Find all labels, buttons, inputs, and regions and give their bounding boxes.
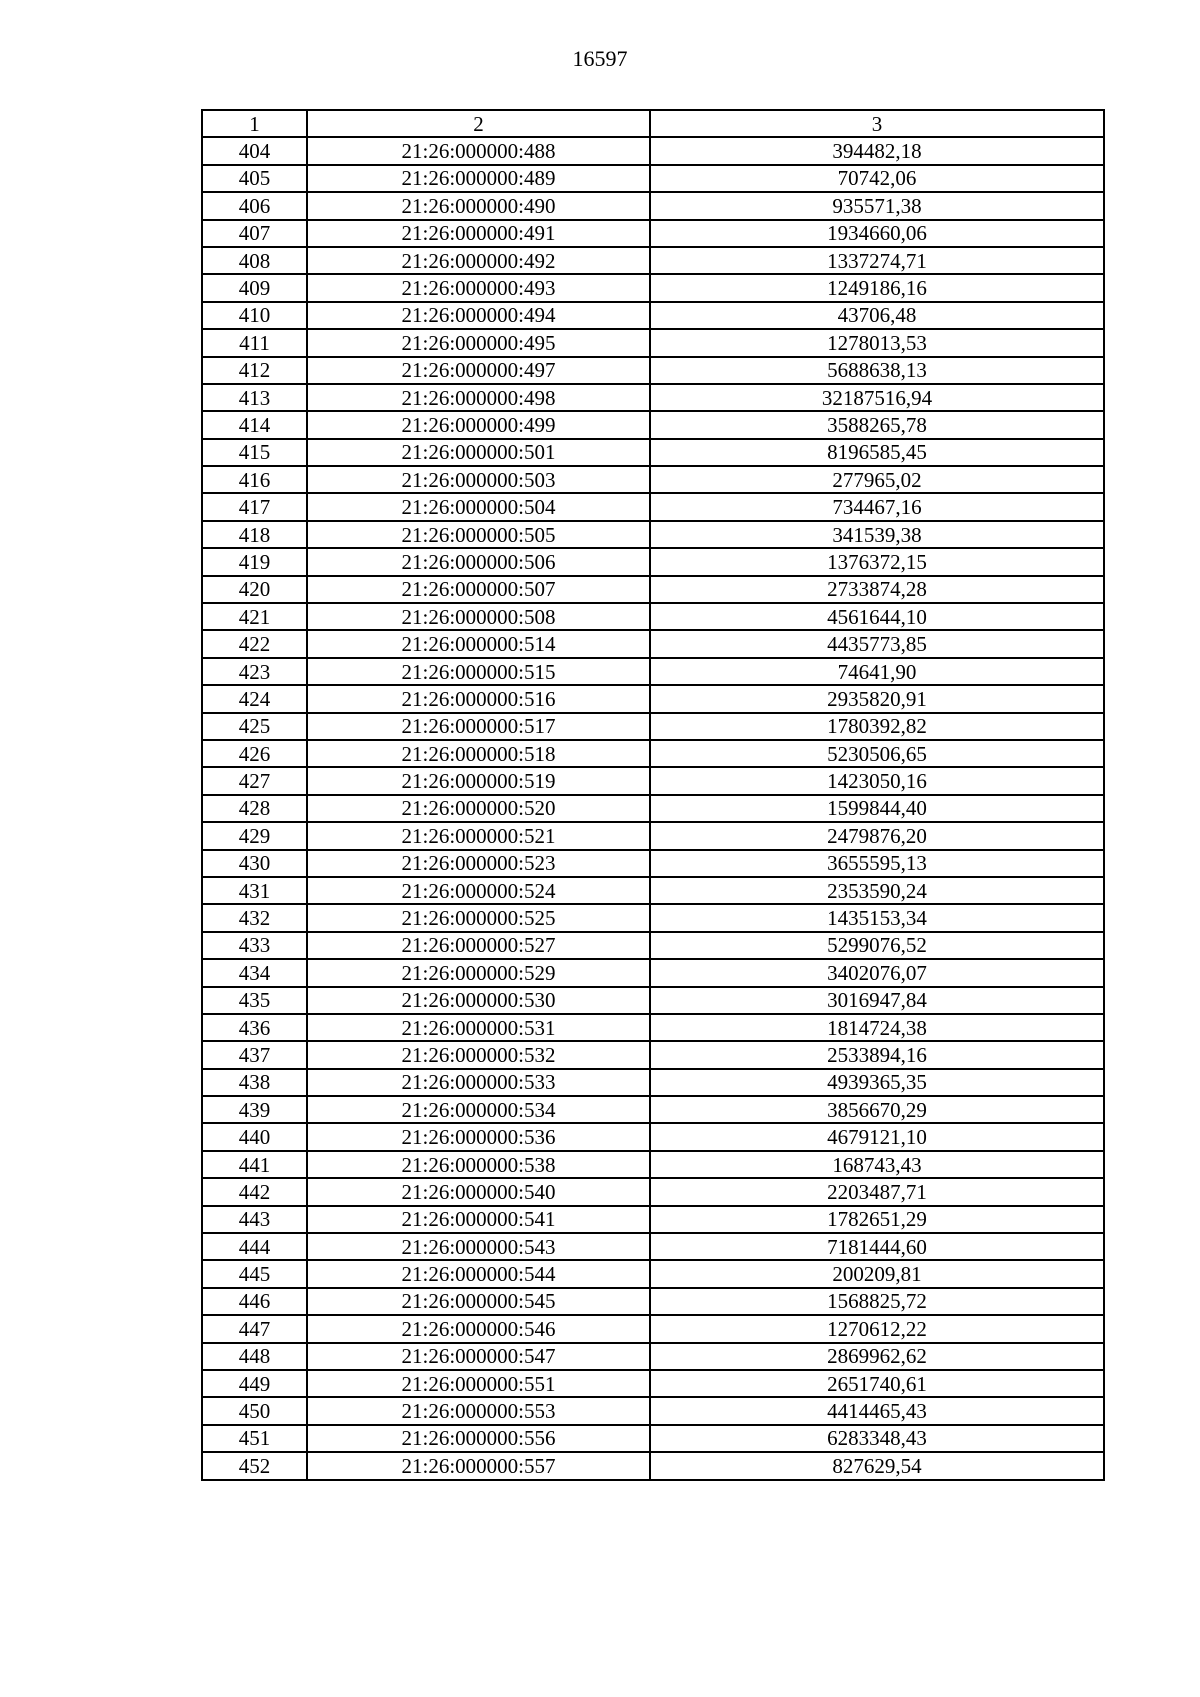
cadastral-number-cell: 21:26:000000:515: [307, 658, 650, 685]
value-cell: 827629,54: [650, 1452, 1104, 1479]
row-number-cell: 448: [202, 1343, 307, 1370]
row-number-cell: 429: [202, 822, 307, 849]
value-cell: 6283348,43: [650, 1425, 1104, 1452]
cadastral-number-cell: 21:26:000000:498: [307, 384, 650, 411]
header-cell-1: 1: [202, 110, 307, 137]
row-number-cell: 444: [202, 1233, 307, 1260]
row-number-cell: 437: [202, 1041, 307, 1068]
value-cell: 3856670,29: [650, 1096, 1104, 1123]
value-cell: 8196585,45: [650, 439, 1104, 466]
table-row: [202, 987, 1104, 1014]
value-cell: 74641,90: [650, 658, 1104, 685]
table-row: [202, 192, 1104, 219]
cadastral-number-cell: 21:26:000000:520: [307, 795, 650, 822]
value-cell: 1780392,82: [650, 713, 1104, 740]
table-row: [202, 302, 1104, 329]
row-number-cell: 418: [202, 521, 307, 548]
table-row: [202, 576, 1104, 603]
table-row: [202, 439, 1104, 466]
table-row: [202, 685, 1104, 712]
value-cell: 3588265,78: [650, 411, 1104, 438]
cadastral-number-cell: 21:26:000000:503: [307, 466, 650, 493]
cadastral-number-cell: 21:26:000000:521: [307, 822, 650, 849]
value-cell: 200209,81: [650, 1260, 1104, 1287]
cadastral-number-cell: 21:26:000000:495: [307, 329, 650, 356]
table-row: [202, 493, 1104, 520]
cadastral-number-cell: 21:26:000000:516: [307, 685, 650, 712]
value-cell: 3016947,84: [650, 987, 1104, 1014]
row-number-cell: 422: [202, 630, 307, 657]
table-row: [202, 1452, 1104, 1479]
row-number-cell: 445: [202, 1260, 307, 1287]
row-number-cell: 416: [202, 466, 307, 493]
cadastral-number-cell: 21:26:000000:543: [307, 1233, 650, 1260]
data-table: [201, 109, 1105, 1481]
cadastral-number-cell: 21:26:000000:556: [307, 1425, 650, 1452]
value-cell: 2733874,28: [650, 576, 1104, 603]
cadastral-number-cell: 21:26:000000:514: [307, 630, 650, 657]
cadastral-number-cell: 21:26:000000:519: [307, 767, 650, 794]
table-row: [202, 1096, 1104, 1123]
row-number-cell: 405: [202, 165, 307, 192]
value-cell: 1278013,53: [650, 329, 1104, 356]
row-number-cell: 423: [202, 658, 307, 685]
table-row: [202, 1151, 1104, 1178]
value-cell: 394482,18: [650, 137, 1104, 164]
row-number-cell: 450: [202, 1397, 307, 1424]
value-cell: 1782651,29: [650, 1206, 1104, 1233]
row-number-cell: 415: [202, 439, 307, 466]
cadastral-number-cell: 21:26:000000:525: [307, 904, 650, 931]
table-row: [202, 548, 1104, 575]
row-number-cell: 414: [202, 411, 307, 438]
cadastral-number-cell: 21:26:000000:499: [307, 411, 650, 438]
value-cell: 5688638,13: [650, 357, 1104, 384]
cadastral-number-cell: 21:26:000000:523: [307, 850, 650, 877]
value-cell: 4939365,35: [650, 1069, 1104, 1096]
table-row: [202, 1315, 1104, 1342]
row-number-cell: 430: [202, 850, 307, 877]
row-number-cell: 451: [202, 1425, 307, 1452]
table-row: [202, 1343, 1104, 1370]
table-row: [202, 274, 1104, 301]
table-row: [202, 1370, 1104, 1397]
value-cell: 1337274,71: [650, 247, 1104, 274]
table-body: [202, 137, 1104, 1479]
value-cell: 1423050,16: [650, 767, 1104, 794]
row-number-cell: 410: [202, 302, 307, 329]
table-row: [202, 932, 1104, 959]
table-row: [202, 904, 1104, 931]
value-cell: 4561644,10: [650, 603, 1104, 630]
row-number-cell: 440: [202, 1123, 307, 1150]
value-cell: 4435773,85: [650, 630, 1104, 657]
cadastral-number-cell: 21:26:000000:553: [307, 1397, 650, 1424]
table-row: [202, 165, 1104, 192]
cadastral-number-cell: 21:26:000000:540: [307, 1178, 650, 1205]
row-number-cell: 408: [202, 247, 307, 274]
table-row: [202, 411, 1104, 438]
value-cell: 1270612,22: [650, 1315, 1104, 1342]
header-row: [202, 110, 1104, 137]
row-number-cell: 409: [202, 274, 307, 301]
cadastral-number-cell: 21:26:000000:491: [307, 220, 650, 247]
cadastral-number-cell: 21:26:000000:517: [307, 713, 650, 740]
row-number-cell: 439: [202, 1096, 307, 1123]
value-cell: 32187516,94: [650, 384, 1104, 411]
row-number-cell: 425: [202, 713, 307, 740]
value-cell: 4679121,10: [650, 1123, 1104, 1150]
table-row: [202, 877, 1104, 904]
row-number-cell: 452: [202, 1452, 307, 1479]
table-row: [202, 357, 1104, 384]
table-row: [202, 1123, 1104, 1150]
cadastral-number-cell: 21:26:000000:530: [307, 987, 650, 1014]
table-row: [202, 1041, 1104, 1068]
cadastral-number-cell: 21:26:000000:524: [307, 877, 650, 904]
row-number-cell: 441: [202, 1151, 307, 1178]
cadastral-number-cell: 21:26:000000:489: [307, 165, 650, 192]
header-cell-3: 3: [650, 110, 1104, 137]
table-row: [202, 959, 1104, 986]
value-cell: 1814724,38: [650, 1014, 1104, 1041]
value-cell: 1934660,06: [650, 220, 1104, 247]
row-number-cell: 431: [202, 877, 307, 904]
table-row: [202, 329, 1104, 356]
row-number-cell: 428: [202, 795, 307, 822]
cadastral-number-cell: 21:26:000000:532: [307, 1041, 650, 1068]
value-cell: 2203487,71: [650, 1178, 1104, 1205]
row-number-cell: 447: [202, 1315, 307, 1342]
cadastral-number-cell: 21:26:000000:508: [307, 603, 650, 630]
cadastral-number-cell: 21:26:000000:547: [307, 1343, 650, 1370]
cadastral-number-cell: 21:26:000000:536: [307, 1123, 650, 1150]
value-cell: 168743,43: [650, 1151, 1104, 1178]
cadastral-number-cell: 21:26:000000:507: [307, 576, 650, 603]
table-row: [202, 1260, 1104, 1287]
row-number-cell: 443: [202, 1206, 307, 1233]
row-number-cell: 434: [202, 959, 307, 986]
value-cell: 2479876,20: [650, 822, 1104, 849]
table-row: [202, 1069, 1104, 1096]
value-cell: 1435153,34: [650, 904, 1104, 931]
cadastral-number-cell: 21:26:000000:541: [307, 1206, 650, 1233]
cadastral-number-cell: 21:26:000000:538: [307, 1151, 650, 1178]
table-row: [202, 1206, 1104, 1233]
cadastral-number-cell: 21:26:000000:531: [307, 1014, 650, 1041]
cadastral-number-cell: 21:26:000000:493: [307, 274, 650, 301]
row-number-cell: 420: [202, 576, 307, 603]
row-number-cell: 427: [202, 767, 307, 794]
value-cell: 70742,06: [650, 165, 1104, 192]
row-number-cell: 412: [202, 357, 307, 384]
cadastral-number-cell: 21:26:000000:494: [307, 302, 650, 329]
value-cell: 3402076,07: [650, 959, 1104, 986]
cadastral-number-cell: 21:26:000000:488: [307, 137, 650, 164]
cadastral-number-cell: 21:26:000000:497: [307, 357, 650, 384]
cadastral-number-cell: 21:26:000000:546: [307, 1315, 650, 1342]
value-cell: 2935820,91: [650, 685, 1104, 712]
cadastral-number-cell: 21:26:000000:506: [307, 548, 650, 575]
table-row: [202, 466, 1104, 493]
value-cell: 1376372,15: [650, 548, 1104, 575]
table-row: [202, 1014, 1104, 1041]
cadastral-number-cell: 21:26:000000:527: [307, 932, 650, 959]
cadastral-number-cell: 21:26:000000:533: [307, 1069, 650, 1096]
cadastral-number-cell: 21:26:000000:505: [307, 521, 650, 548]
row-number-cell: 404: [202, 137, 307, 164]
table-row: [202, 1178, 1104, 1205]
value-cell: 43706,48: [650, 302, 1104, 329]
table-row: [202, 630, 1104, 657]
cadastral-number-cell: 21:26:000000:504: [307, 493, 650, 520]
row-number-cell: 426: [202, 740, 307, 767]
value-cell: 935571,38: [650, 192, 1104, 219]
row-number-cell: 436: [202, 1014, 307, 1041]
table-row: [202, 767, 1104, 794]
row-number-cell: 406: [202, 192, 307, 219]
row-number-cell: 433: [202, 932, 307, 959]
value-cell: 5230506,65: [650, 740, 1104, 767]
row-number-cell: 421: [202, 603, 307, 630]
value-cell: 277965,02: [650, 466, 1104, 493]
cadastral-number-cell: 21:26:000000:490: [307, 192, 650, 219]
table-row: [202, 247, 1104, 274]
row-number-cell: 435: [202, 987, 307, 1014]
cadastral-number-cell: 21:26:000000:529: [307, 959, 650, 986]
table-row: [202, 850, 1104, 877]
table-row: [202, 822, 1104, 849]
header-cell-2: 2: [307, 110, 650, 137]
value-cell: 5299076,52: [650, 932, 1104, 959]
value-cell: 2533894,16: [650, 1041, 1104, 1068]
row-number-cell: 417: [202, 493, 307, 520]
value-cell: 1568825,72: [650, 1288, 1104, 1315]
row-number-cell: 424: [202, 685, 307, 712]
cadastral-number-cell: 21:26:000000:551: [307, 1370, 650, 1397]
row-number-cell: 407: [202, 220, 307, 247]
value-cell: 341539,38: [650, 521, 1104, 548]
table-row: [202, 603, 1104, 630]
row-number-cell: 413: [202, 384, 307, 411]
row-number-cell: 442: [202, 1178, 307, 1205]
cadastral-number-cell: 21:26:000000:534: [307, 1096, 650, 1123]
table-row: [202, 384, 1104, 411]
table-row: [202, 137, 1104, 164]
table-row: [202, 220, 1104, 247]
cadastral-number-cell: 21:26:000000:544: [307, 1260, 650, 1287]
cadastral-number-cell: 21:26:000000:518: [307, 740, 650, 767]
value-cell: 1249186,16: [650, 274, 1104, 301]
row-number-cell: 411: [202, 329, 307, 356]
value-cell: 1599844,40: [650, 795, 1104, 822]
value-cell: 2353590,24: [650, 877, 1104, 904]
table-row: [202, 740, 1104, 767]
cadastral-number-cell: 21:26:000000:557: [307, 1452, 650, 1479]
value-cell: 2651740,61: [650, 1370, 1104, 1397]
value-cell: 7181444,60: [650, 1233, 1104, 1260]
cadastral-number-cell: 21:26:000000:545: [307, 1288, 650, 1315]
value-cell: 3655595,13: [650, 850, 1104, 877]
page-number: 16597: [572, 46, 628, 71]
value-cell: 4414465,43: [650, 1397, 1104, 1424]
row-number-cell: 438: [202, 1069, 307, 1096]
table-row: [202, 658, 1104, 685]
table-row: [202, 713, 1104, 740]
table-header: [202, 110, 1104, 137]
row-number-cell: 446: [202, 1288, 307, 1315]
table-row: [202, 1397, 1104, 1424]
row-number-cell: 449: [202, 1370, 307, 1397]
row-number-cell: 419: [202, 548, 307, 575]
row-number-cell: 432: [202, 904, 307, 931]
table-row: [202, 1425, 1104, 1452]
value-cell: 734467,16: [650, 493, 1104, 520]
table-row: [202, 795, 1104, 822]
table-row: [202, 521, 1104, 548]
value-cell: 2869962,62: [650, 1343, 1104, 1370]
table-row: [202, 1233, 1104, 1260]
cadastral-number-cell: 21:26:000000:492: [307, 247, 650, 274]
cadastral-number-cell: 21:26:000000:501: [307, 439, 650, 466]
table-row: [202, 1288, 1104, 1315]
